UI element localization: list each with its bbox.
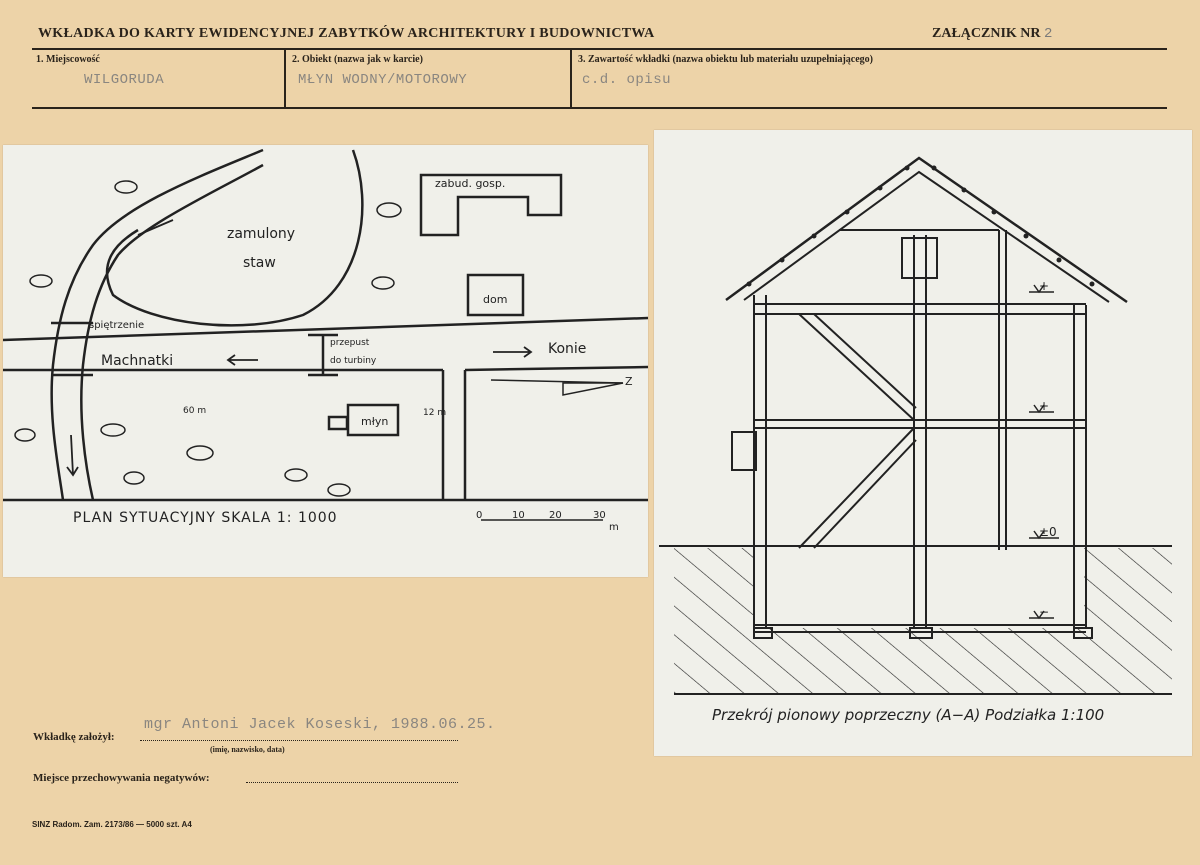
road-label-machnatki: Machnatki	[101, 353, 174, 369]
annex-number: 2	[1044, 26, 1053, 42]
storage-dotted-line	[246, 782, 458, 783]
river-flow-arrow	[138, 220, 173, 235]
arrow-konie	[493, 347, 531, 357]
culvert-label: przepust	[330, 338, 370, 348]
level-label: +	[1039, 279, 1050, 293]
level-label: +	[1039, 399, 1050, 413]
bush	[377, 203, 401, 217]
cross-section-drawing	[654, 130, 1192, 756]
river-flow-arrow-2	[67, 435, 78, 475]
site-plan-caption: PLAN SYTUACYJNY SKALA 1: 1000	[73, 510, 338, 526]
road-label-konie: Konie	[548, 341, 587, 357]
mill-annex	[329, 417, 347, 429]
object-value: MŁYN WODNY/MOTOROWY	[298, 72, 468, 88]
annex-label-text: ZAŁĄCZNIK NR	[932, 26, 1041, 41]
arrow-machnatki	[228, 355, 258, 365]
site-plan-drawing	[3, 145, 648, 577]
bush	[285, 469, 307, 481]
field-divider-2	[570, 48, 572, 107]
founder-value: mgr Antoni Jacek Koseski, 1988.06.25.	[144, 716, 496, 733]
bush	[15, 429, 35, 441]
house-label: dom	[483, 293, 508, 306]
cross-section-photo	[654, 130, 1192, 756]
stairs-lower	[799, 428, 916, 548]
pond-label: zamulony	[227, 226, 296, 242]
side-window	[732, 432, 756, 470]
bush	[30, 275, 52, 287]
section-caption: Przekrój pionowy poprzeczny (A−A) Podziałka 1:100	[712, 706, 1105, 724]
north-arrow-head	[563, 383, 623, 395]
storage-label: Miejsce przechowywania negatywów:	[33, 772, 210, 784]
bush	[187, 446, 213, 460]
mill-label: młyn	[361, 415, 389, 428]
founder-hint: (imię, nazwisko, data)	[210, 745, 285, 754]
bush	[115, 181, 137, 193]
form-title: WKŁADKA DO KARTY EWIDENCYJNEJ ZABYTKÓW ARCHITEKTURY I BUDOWNICTWA	[38, 26, 655, 41]
content-value: c.d. opisu	[582, 72, 672, 88]
roof-battens	[747, 166, 1095, 287]
fields-bottom-rule	[32, 107, 1167, 109]
level-label: ±0	[1039, 525, 1057, 539]
distance-60: 60 m	[183, 406, 207, 416]
field-divider-1	[284, 48, 286, 107]
stairs-upper	[799, 314, 916, 420]
bush	[328, 484, 350, 496]
road-bottom-edge-right	[465, 367, 648, 370]
locality-label: 1. Miejscowość	[36, 54, 100, 65]
culvert-label-2: do turbiny	[330, 356, 377, 366]
scale-unit: m	[609, 522, 619, 533]
founder-dotted-line	[140, 740, 458, 741]
scale-tick-20: 20	[549, 510, 562, 521]
content-label: 3. Zawartość wkładki (nazwa obiektu lub materiału uzupełniającego)	[578, 54, 874, 65]
annex-label	[932, 26, 1052, 42]
basement-space	[754, 548, 1084, 628]
founder-label: Wkładkę założył:	[33, 731, 115, 743]
pond-label-2: staw	[243, 255, 276, 271]
bush	[124, 472, 144, 484]
scale-tick-30: 30	[593, 510, 606, 521]
site-plan-photo	[3, 145, 648, 577]
weir-label: spiętrzenie	[89, 320, 145, 331]
scale-tick-10: 10	[512, 510, 525, 521]
print-footer: SINZ Radom. Zam. 2173/86 — 5000 szt. A4	[32, 820, 192, 829]
locality-value: WILGORUDA	[84, 72, 165, 88]
bush	[101, 424, 125, 436]
north-label: Z	[625, 375, 633, 388]
header-rule	[32, 48, 1167, 50]
object-label: 2. Obiekt (nazwa jak w karcie)	[292, 54, 423, 65]
chimney	[902, 238, 937, 278]
bush	[372, 277, 394, 289]
farm-label: zabud. gosp.	[435, 177, 506, 190]
scale-tick-0: 0	[476, 510, 483, 521]
distance-12: 12 m	[423, 408, 447, 418]
level-label: −	[1039, 605, 1050, 619]
